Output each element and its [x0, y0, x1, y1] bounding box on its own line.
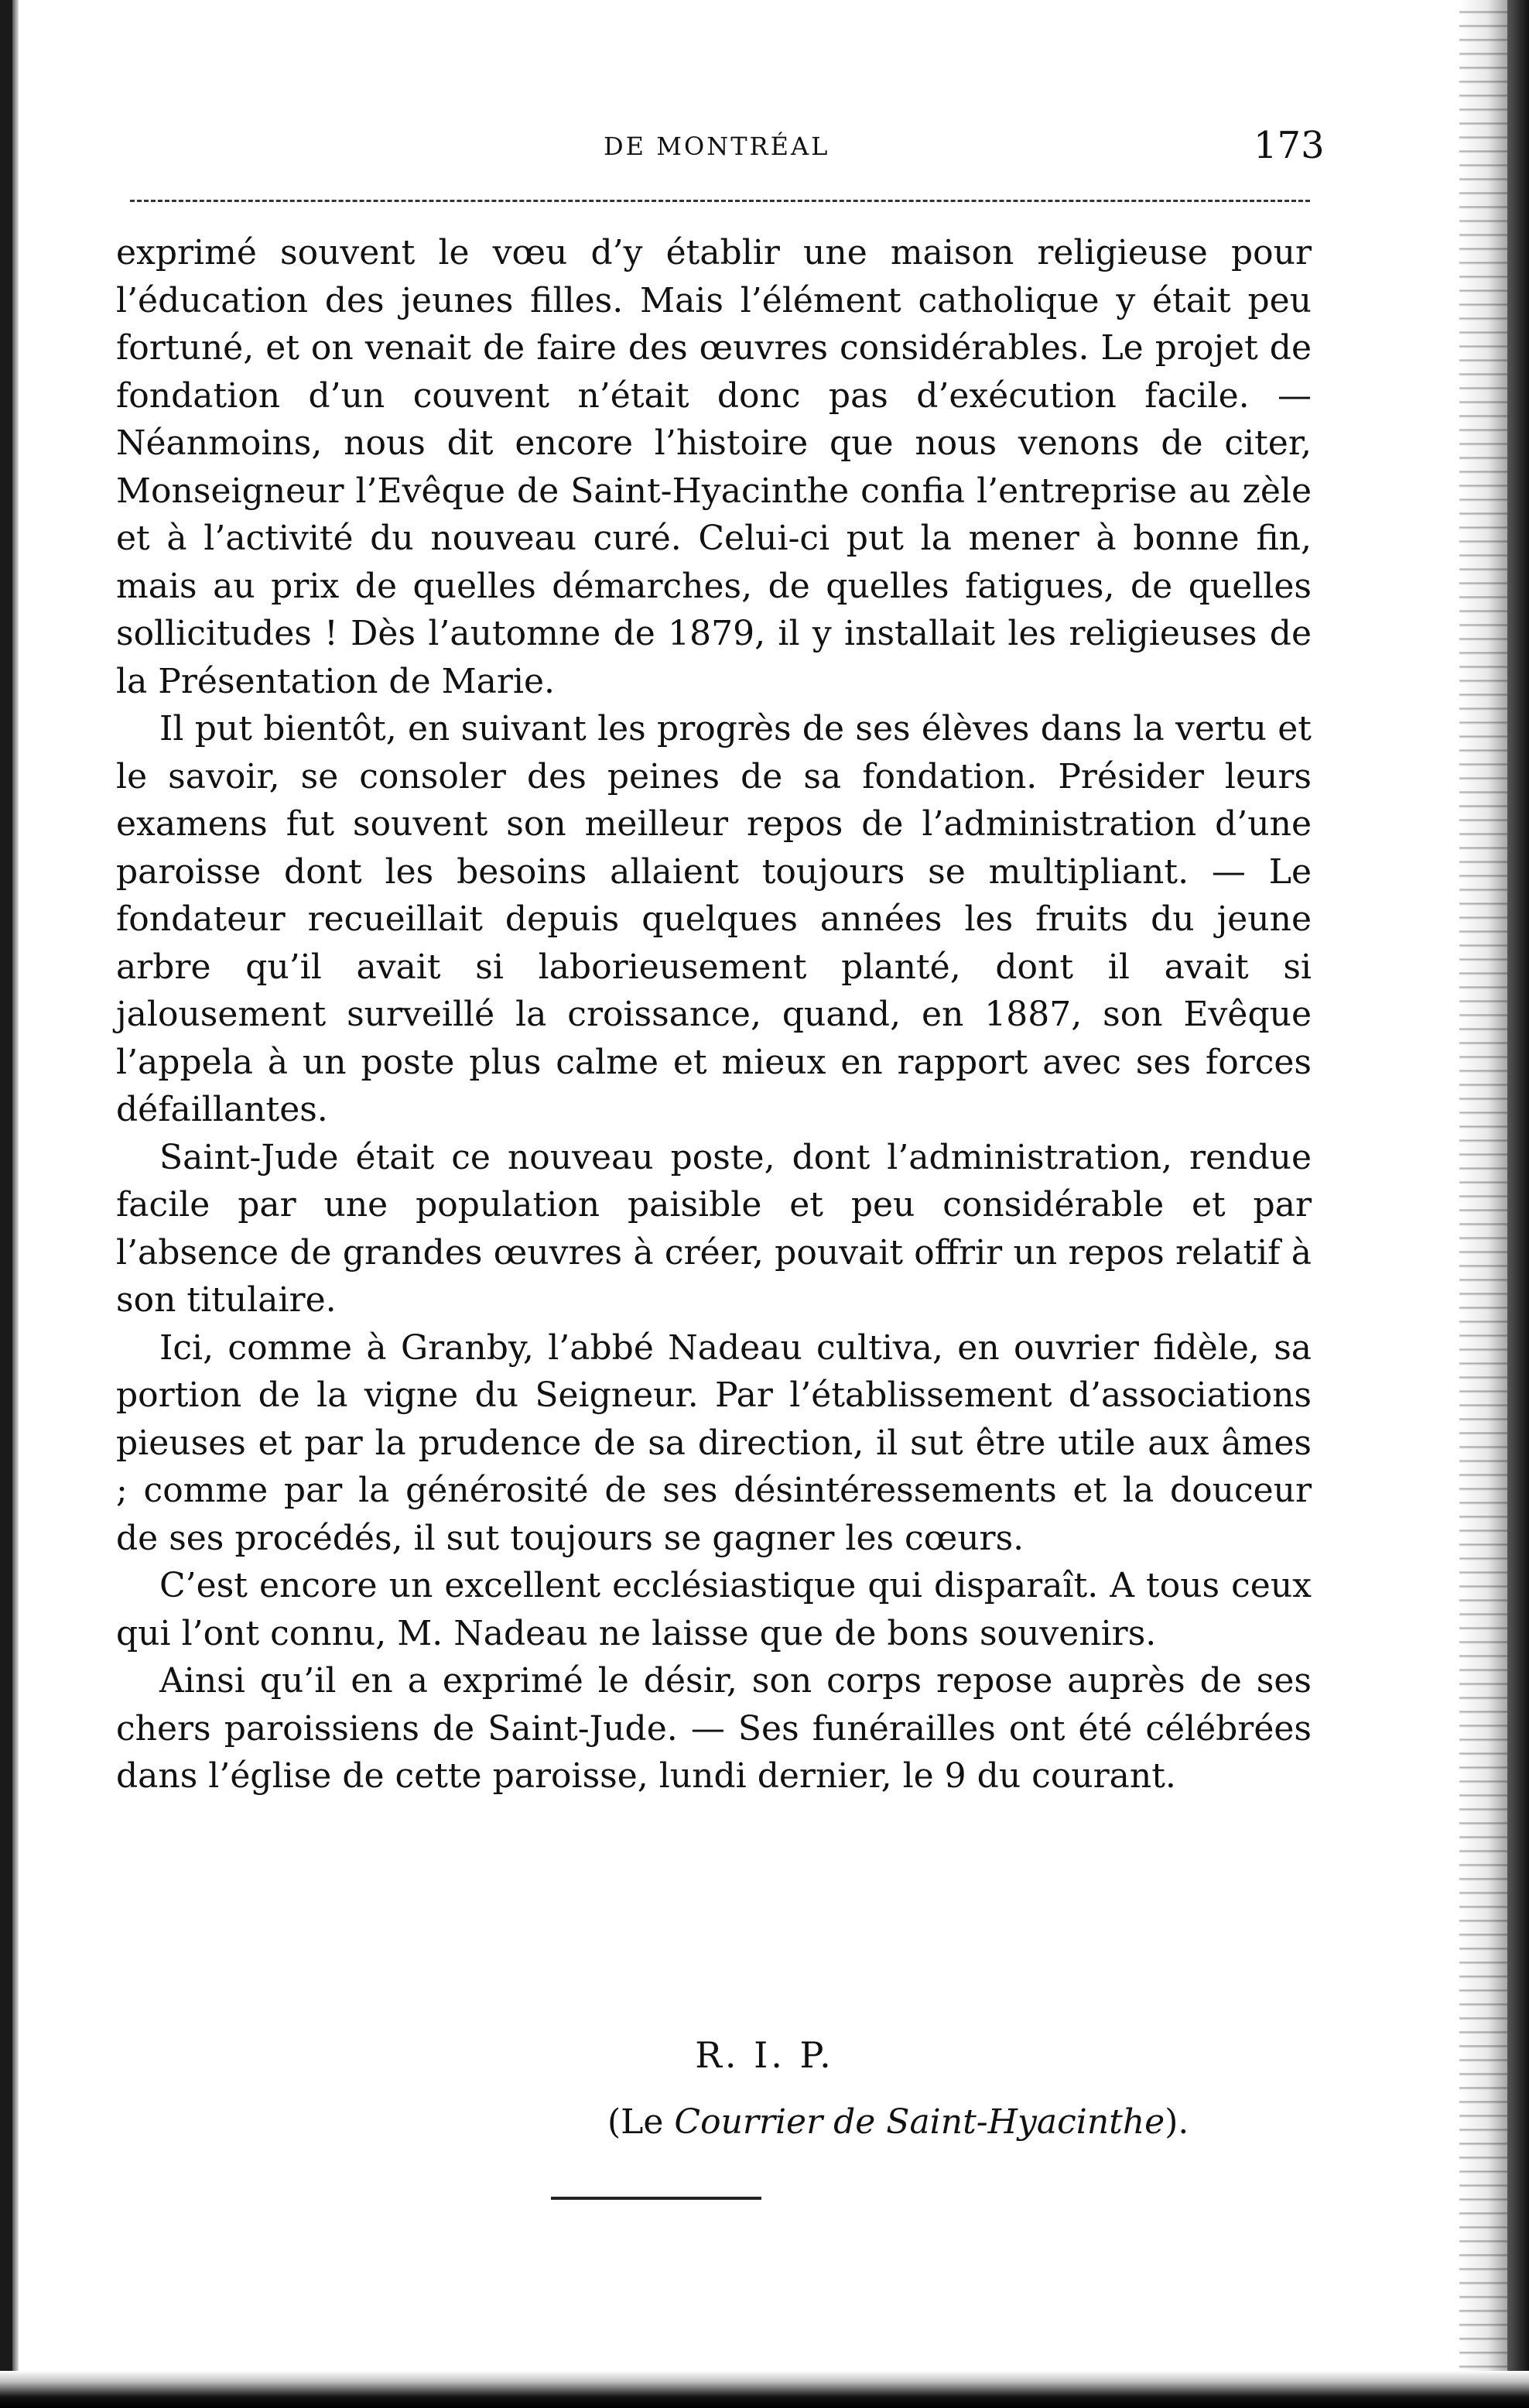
paragraph-5: C’est encore un excellent ecclésiastique qui disparaît. A tous ceux qui l’ont connu, M. Nadeau ne laisse que de bons souvenirs. — [116, 1566, 1312, 1653]
running-title: DE MONTRÉAL — [604, 132, 830, 161]
paragraph-1: exprimé souvent le vœu d’y établir une maison religieuse pour l’éducation des jeunes filles. Mais l’élément catholique y était peu fortuné, et on venait de faire des œuvres considérables. Le projet de fondation d’un couvent n’était donc pas d’exécution facile. — Néanmoins, nous dit encore l’histoire que nous venons de citer, Monseigneur l’Evêque de Saint-Hyacinthe confia l’entreprise au zèle et à l’activité du nouveau curé. Celui-ci put la mener à bonne fin, mais au prix de quelles démarches, de quelles fatigues, de quelles sollicitudes ! Dès l’automne de 1879, il y installait les religieuses de la Présentation de Marie. — [116, 233, 1312, 701]
paragraph-3: Saint-Jude était ce nouveau poste, dont l’administration, rendue facile par une population paisible et peu considérable et par l’absence de grandes œuvres à créer, pouvait offrir un repos relatif à son titulaire. — [116, 1137, 1312, 1320]
paragraph-4: Ici, comme à Granby, l’abbé Nadeau cultiva, en ouvrier fidèle, sa portion de la vigne du Seigneur. Par l’établissement d’associations pieuses et par la prudence de sa direction, il sut être utile aux âmes ; comme par la générosité de ses désintéressements et la douceur de ses procédés, il sut toujours se gagner les cœurs. — [116, 1327, 1312, 1558]
running-head — [0, 124, 1529, 170]
source-title: Courrier de Saint-Hyacinthe — [674, 2102, 1165, 2142]
page-number: 173 — [1254, 124, 1325, 167]
rip-line — [0, 2034, 1529, 2076]
paragraph-2: Il put bientôt, en suivant les progrès de ses élèves dans la vertu et le savoir, se consoler des peines de sa fondation. Présider leurs examens fut souvent son meilleur repos de l’administration d’une paroisse dont les besoins allaient toujours se multipliant. — Le fondateur recueillait depuis quelques années les fruits du jeune arbre qu’il avait si laborieusement planté, dont il avait si jalousement surveillé la croissance, quand, en 1887, son Evêque l’appela à un poste plus calme et mieux en rapport avec ses forces défaillantes. — [116, 709, 1312, 1129]
end-rule — [551, 2197, 761, 2200]
header-rule — [130, 200, 1310, 202]
paragraph-6: Ainsi qu’il en a exprimé le désir, son corps repose auprès de ses chers paroissiens de Saint-Jude. — Ses funérailles ont été célébrées dans l’église de cette paroisse, lundi dernier, le 9 du courant. — [116, 1661, 1312, 1796]
article-body — [116, 229, 1312, 1800]
source-citation — [607, 2102, 1189, 2142]
source-close: ). — [1165, 2102, 1189, 2142]
rip-text: R. I. P. — [695, 2034, 834, 2076]
scan-bottom-edge — [0, 2371, 1529, 2408]
source-open: (Le — [607, 2102, 675, 2142]
